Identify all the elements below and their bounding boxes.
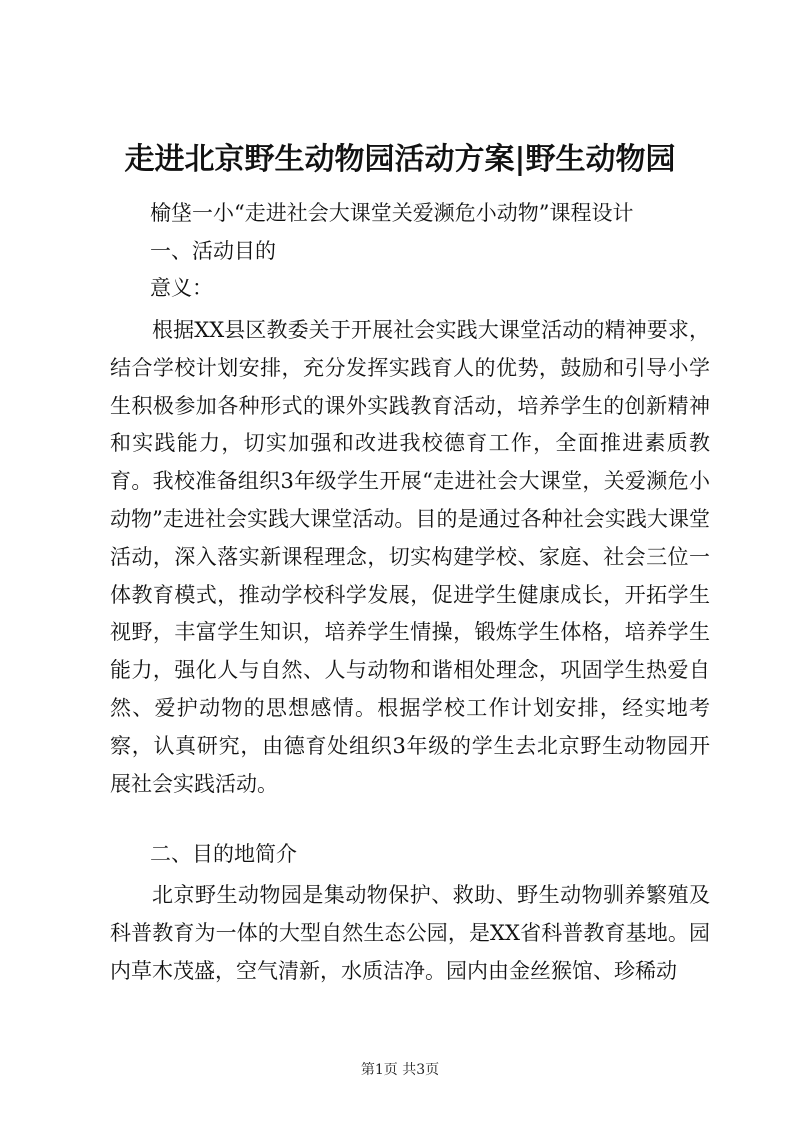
course-subtitle: 榆垡一小“走进社会大课堂关爱濒危小动物”课程设计 [150,201,634,225]
meaning-label: 意义： [150,276,213,300]
document-title: 走进北京野生动物园活动方案|野生动物园 [124,142,676,177]
section-heading-purpose: 一、活动目的 [150,239,276,263]
page-footer: 第1页 共3页 [360,1062,440,1078]
section-heading-destination: 二、目的地简介 [150,842,297,866]
destination-paragraph: 北京野生动物园是集动物保护、救助、野生动物驯养繁殖及科普教育为一体的大型自然生态公园，是XX省科普教育基地。园内草木茂盛，空气清新，水质洁净。园内由金丝猴馆、珍稀动 [110,883,710,983]
purpose-paragraph: 根据XX县区教委关于开展社会实践大课堂活动的精神要求，结合学校计划安排，充分发挥实践育人的优势，鼓励和引导小学生积极参加各种形式的课外实践教育活动，培养学生的创新精神和实践能力，切实加强和改进我校德育工作，全面推进素质教育。我校准备组织3年级学生开展“走进社会大课堂，关爱濒危小动物”走进社会实践大课堂活动。目的是通过各种社会实践大课堂活动，深入落实新课程理念，切实构建学校、家庭、社会三位一体教育模式，推动学校科学发展，促进学生健康成长，开拓学生视野，丰富学生知识，培养学生情操，锻炼学生体格，培养学生能力，强化人与自然、人与动物和谐相处理念，巩固学生热爱自然、爱护动物的思想感情。根据学校工作计划安排，经实地考察，认真研究，由德育处组织3年级的学生去北京野生动物园开展社会实践活动。 [110,318,710,796]
